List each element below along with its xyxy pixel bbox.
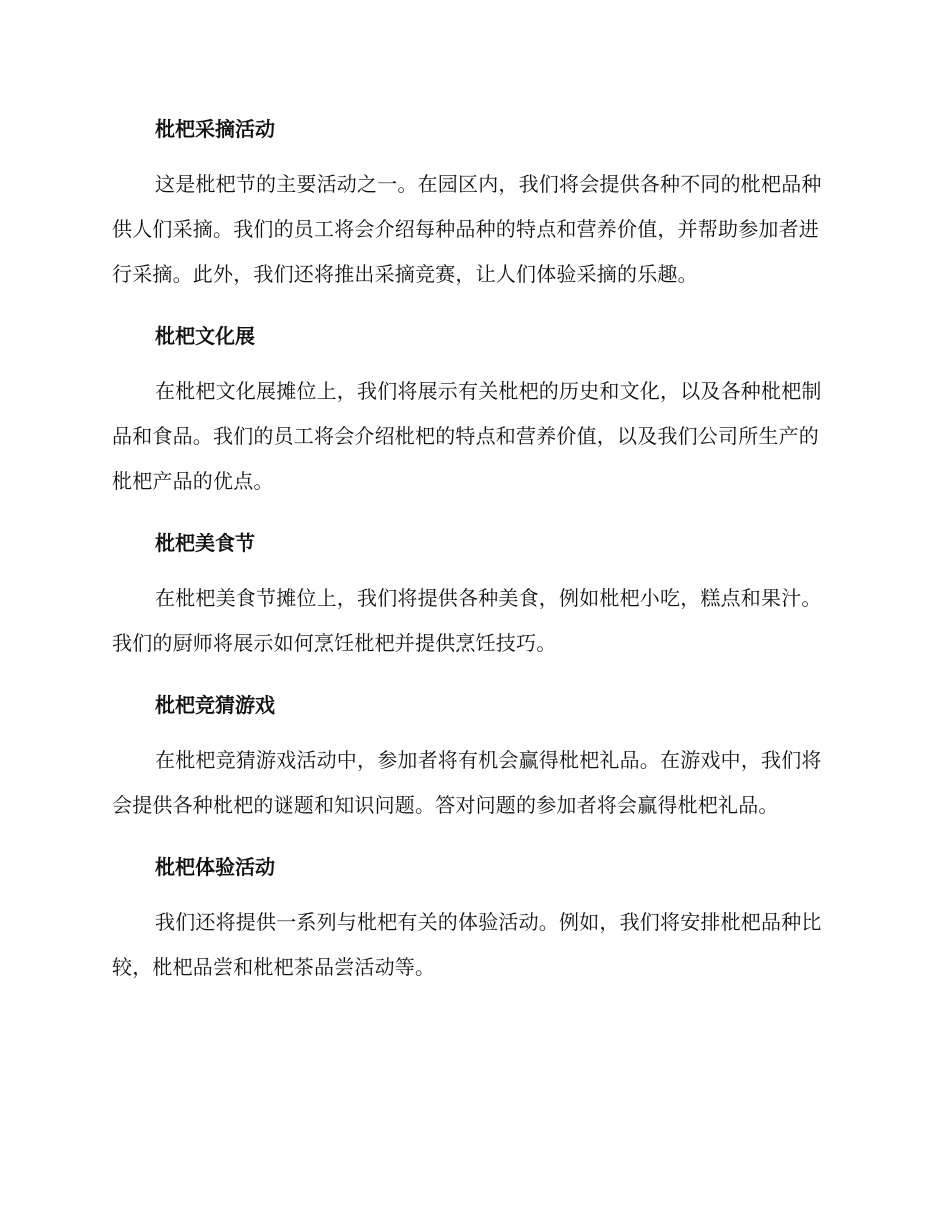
section-paragraph: 我们还将提供一系列与枇杷有关的体验活动。例如，我们将安排枇杷品种比较，枇杷品尝和枇杷茶品尝活动等。: [112, 910, 822, 979]
document-content: [112, 112, 832, 1012]
section-experience-activity: [112, 850, 832, 990]
section-paragraph: 在枇杷文化展摊位上，我们将展示有关枇杷的历史和文化，以及各种枇杷制品和食品。我们的员工将会介绍枇杷的特点和营养价值，以及我们公司所生产的枇杷产品的优点。: [112, 379, 822, 493]
section-heading: 枇杷竞猜游戏: [155, 693, 275, 717]
section-heading: 枇杷体验活动: [155, 855, 275, 879]
section-paragraph: 在枇杷美食节摊位上，我们将提供各种美食，例如枇杷小吃，糕点和果汁。我们的厨师将展示如何烹饪枇杷并提供烹饪技巧。: [112, 586, 822, 655]
section-paragraph: 在枇杷竞猜游戏活动中，参加者将有机会赢得枇杷礼品。在游戏中，我们将会提供各种枇杷的谜题和知识问题。答对问题的参加者将会赢得枇杷礼品。: [112, 748, 822, 817]
section-food-festival: [112, 526, 832, 666]
section-heading: 枇杷美食节: [155, 531, 255, 555]
section-paragraph: 这是枇杷节的主要活动之一。在园区内，我们将会提供各种不同的枇杷品种供人们采摘。我们的员工将会介绍每种品种的特点和营养价值，并帮助参加者进行采摘。此外，我们还将推出采摘竞赛，让人们体验采摘的乐趣。: [112, 172, 822, 286]
section-quiz-game: [112, 688, 832, 828]
section-heading: 枇杷采摘活动: [155, 117, 275, 141]
section-picking-activity: [112, 112, 832, 297]
section-heading: 枇杷文化展: [155, 324, 255, 348]
section-culture-exhibition: [112, 319, 832, 504]
